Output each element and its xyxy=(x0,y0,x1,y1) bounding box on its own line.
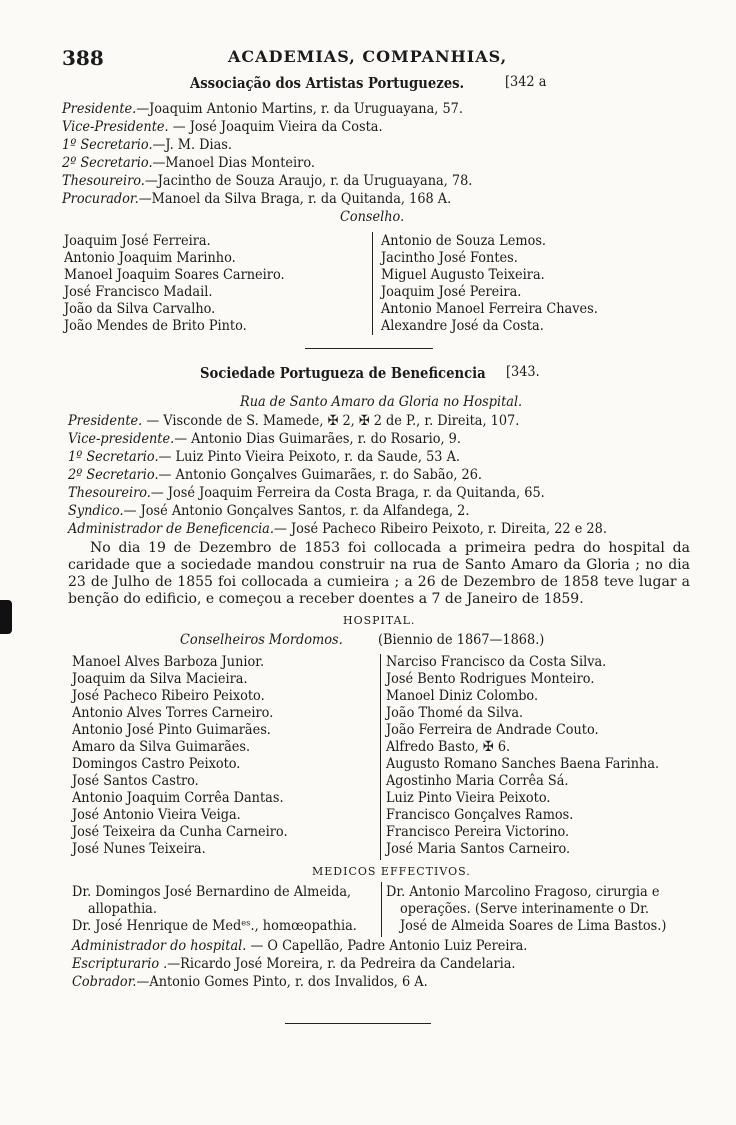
column-divider xyxy=(372,232,373,335)
mordomo: Luiz Pinto Vieira Peixoto. xyxy=(386,790,551,806)
officer-label: Presidente. xyxy=(68,413,143,429)
council-member: João da Silva Carvalho. xyxy=(64,301,216,317)
mordomo: Antonio Alves Torres Carneiro. xyxy=(72,705,274,721)
medico: Dr. José Henrique de Medᵉˢ., homœopathia. xyxy=(72,918,357,934)
staff-line xyxy=(72,938,527,954)
mordomo: Alfredo Basto, ✠ 6. xyxy=(386,739,511,755)
soc-officer xyxy=(68,485,545,501)
section-divider xyxy=(305,348,433,349)
officer-label: Thesoureiro. xyxy=(62,173,145,189)
officer-label: Thesoureiro. xyxy=(68,485,151,501)
officer-text: — José Joaquim Ferreira da Costa Braga, r. da Quitanda, 65. xyxy=(150,485,545,501)
column-divider xyxy=(381,882,382,937)
assoc-ref: [342 a xyxy=(505,74,547,90)
soc-officer xyxy=(68,449,460,465)
mordomo: José Pacheco Ribeiro Peixoto. xyxy=(72,688,265,704)
soc-officer xyxy=(68,431,461,447)
council-member: Joaquim José Ferreira. xyxy=(64,233,211,249)
officer-text: — Antonio Dias Guimarães, r. do Rosario, 9. xyxy=(174,431,461,447)
mordomo: Augusto Romano Sanches Baena Farinha. xyxy=(386,756,660,772)
biennio: (Biennio de 1867—1868.) xyxy=(378,632,545,648)
mordomo: José Nunes Teixeira. xyxy=(72,841,206,857)
officer-label: 1º Secretario. xyxy=(68,449,159,465)
mordomo: Manoel Diniz Colombo. xyxy=(386,688,539,704)
mordomo: Agostinho Maria Corrêa Sá. xyxy=(386,773,569,789)
medicos-heading: MEDICOS EFFECTIVOS. xyxy=(312,865,471,878)
staff-text: —Antonio Gomes Pinto, r. dos Invalidos, 6 A. xyxy=(136,974,428,990)
officer-label: Administrador de Beneficencia. xyxy=(68,521,274,537)
mordomo: José Teixeira da Cunha Carneiro. xyxy=(72,824,288,840)
mordomos-heading: Conselheiros Mordomos. xyxy=(180,632,343,648)
officer-label: Syndico. xyxy=(68,503,124,519)
staff-line xyxy=(72,956,516,972)
officer-text: —Jacintho de Souza Araujo, r. da Uruguayana, 78. xyxy=(144,173,473,189)
officer-label: 2º Secretario. xyxy=(68,467,159,483)
mordomo: Domingos Castro Peixoto. xyxy=(72,756,241,772)
hospital-heading: HOSPITAL. xyxy=(343,614,416,627)
medico: operações. (Serve interinamente o Dr. xyxy=(400,901,649,917)
council-member: Antonio Joaquim Marinho. xyxy=(64,250,236,266)
council-member: Joaquim José Pereira. xyxy=(381,284,522,300)
soc-address: Rua de Santo Amaro da Gloria no Hospital. xyxy=(240,394,523,410)
staff-line xyxy=(72,974,428,990)
officer-text: —J. M. Dias. xyxy=(152,137,232,153)
officer-text: — José Joaquim Vieira da Costa. xyxy=(168,119,383,135)
council-member: Jacintho José Fontes. xyxy=(381,250,518,266)
officer-text: —Manoel da Silva Braga, r. da Quitanda, 168 A. xyxy=(138,191,452,207)
page-number: 388 xyxy=(62,46,104,70)
assoc-title: Associação dos Artistas Portuguezes. xyxy=(190,74,465,92)
mordomo: Francisco Gonçalves Ramos. xyxy=(386,807,574,823)
binding-shadow xyxy=(0,600,12,634)
mordomo: José Maria Santos Carneiro. xyxy=(386,841,571,857)
mordomo: José Bento Rodrigues Monteiro. xyxy=(386,671,595,687)
soc-officer xyxy=(68,413,519,429)
staff-label: Cobrador. xyxy=(72,974,137,990)
assoc-officer xyxy=(62,155,315,171)
council-member: Alexandre José da Costa. xyxy=(381,318,544,334)
council-member: Miguel Augusto Teixeira. xyxy=(381,267,545,283)
staff-label: Administrador do hospital. xyxy=(72,938,247,954)
soc-officer xyxy=(68,521,607,537)
officer-text: —Joaquim Antonio Martins, r. da Uruguayana, 57. xyxy=(136,101,463,117)
officer-label: Vice-Presidente. xyxy=(62,119,169,135)
soc-officer xyxy=(68,467,482,483)
column-divider xyxy=(380,654,381,860)
soc-officer xyxy=(68,503,469,519)
mordomo: Antonio Joaquim Corrêa Dantas. xyxy=(72,790,284,806)
end-rule xyxy=(285,1023,431,1024)
council-member: Antonio de Souza Lemos. xyxy=(381,233,547,249)
officer-text: — José Pacheco Ribeiro Peixoto, r. Direita, 22 e 28. xyxy=(273,521,607,537)
mordomo: João Thomé da Silva. xyxy=(386,705,524,721)
council-member: João Mendes de Brito Pinto. xyxy=(64,318,247,334)
officer-text: —Manoel Dias Monteiro. xyxy=(152,155,315,171)
mordomo: José Santos Castro. xyxy=(72,773,199,789)
mordomo: Antonio José Pinto Guimarães. xyxy=(72,722,271,738)
soc-history: No dia 19 de Dezembro de 1853 foi collocada a primeira pedra do hospital da caridade que a sociedade mandou construir na rua de Santo Amaro da Gloria ; no dia 23 de Julho de 1855 foi collocada a cumieira ; a 26 de Dezembro de 1858 teve lugar a benção do edificio, e começou a receber doentes a 7 de Janeiro de 1859. xyxy=(68,540,690,607)
council-member: José Francisco Madail. xyxy=(64,284,213,300)
medico: Dr. Antonio Marcolino Fragoso, cirurgia e xyxy=(386,884,660,900)
staff-text: —Ricardo José Moreira, r. da Pedreira da Candelaria. xyxy=(167,956,516,972)
staff-text: — O Capellão, Padre Antonio Luiz Pereira. xyxy=(246,938,528,954)
soc-ref: [343. xyxy=(506,364,540,380)
council-member: Antonio Manoel Ferreira Chaves. xyxy=(381,301,598,317)
mordomo: Joaquim da Silva Macieira. xyxy=(72,671,248,687)
assoc-officer xyxy=(62,191,451,207)
assoc-officer xyxy=(62,137,232,153)
council-member: Manoel Joaquim Soares Carneiro. xyxy=(64,267,285,283)
mordomo: Amaro da Silva Guimarães. xyxy=(72,739,251,755)
soc-title: Sociedade Portugueza de Beneficencia xyxy=(200,364,486,382)
assoc-officer xyxy=(62,173,472,189)
mordomo: Narciso Francisco da Costa Silva. xyxy=(386,654,607,670)
running-head: ACADEMIAS, COMPANHIAS, xyxy=(228,47,508,66)
mordomo: José Antonio Vieira Veiga. xyxy=(72,807,241,823)
mordomo: João Ferreira de Andrade Couto. xyxy=(386,722,599,738)
medico: José de Almeida Soares de Lima Bastos.) xyxy=(400,918,667,934)
officer-text: — José Antonio Gonçalves Santos, r. da Alfandega, 2. xyxy=(123,503,470,519)
officer-label: 1º Secretario. xyxy=(62,137,153,153)
assoc-officer xyxy=(62,119,383,135)
mordomo: Manoel Alves Barboza Junior. xyxy=(72,654,265,670)
officer-label: Procurador. xyxy=(62,191,139,207)
mordomo: Francisco Pereira Victorino. xyxy=(386,824,570,840)
medico: allopathia. xyxy=(88,901,157,917)
officer-label: 2º Secretario. xyxy=(62,155,153,171)
officer-text: — Luiz Pinto Vieira Peixoto, r. da Saude, 53 A. xyxy=(158,449,460,465)
officer-text: — Antonio Gonçalves Guimarães, r. do Sabão, 26. xyxy=(158,467,482,483)
staff-label: Escripturario . xyxy=(72,956,168,972)
medico: Dr. Domingos José Bernardino de Almeida, xyxy=(72,884,352,900)
officer-text: — Visconde de S. Mamede, ✠ 2, ✠ 2 de P., r. Direita, 107. xyxy=(142,413,520,429)
officer-label: Vice-presidente. xyxy=(68,431,175,447)
council-heading: Conselho. xyxy=(340,209,405,225)
assoc-officer xyxy=(62,101,463,117)
officer-label: Presidente. xyxy=(62,101,137,117)
